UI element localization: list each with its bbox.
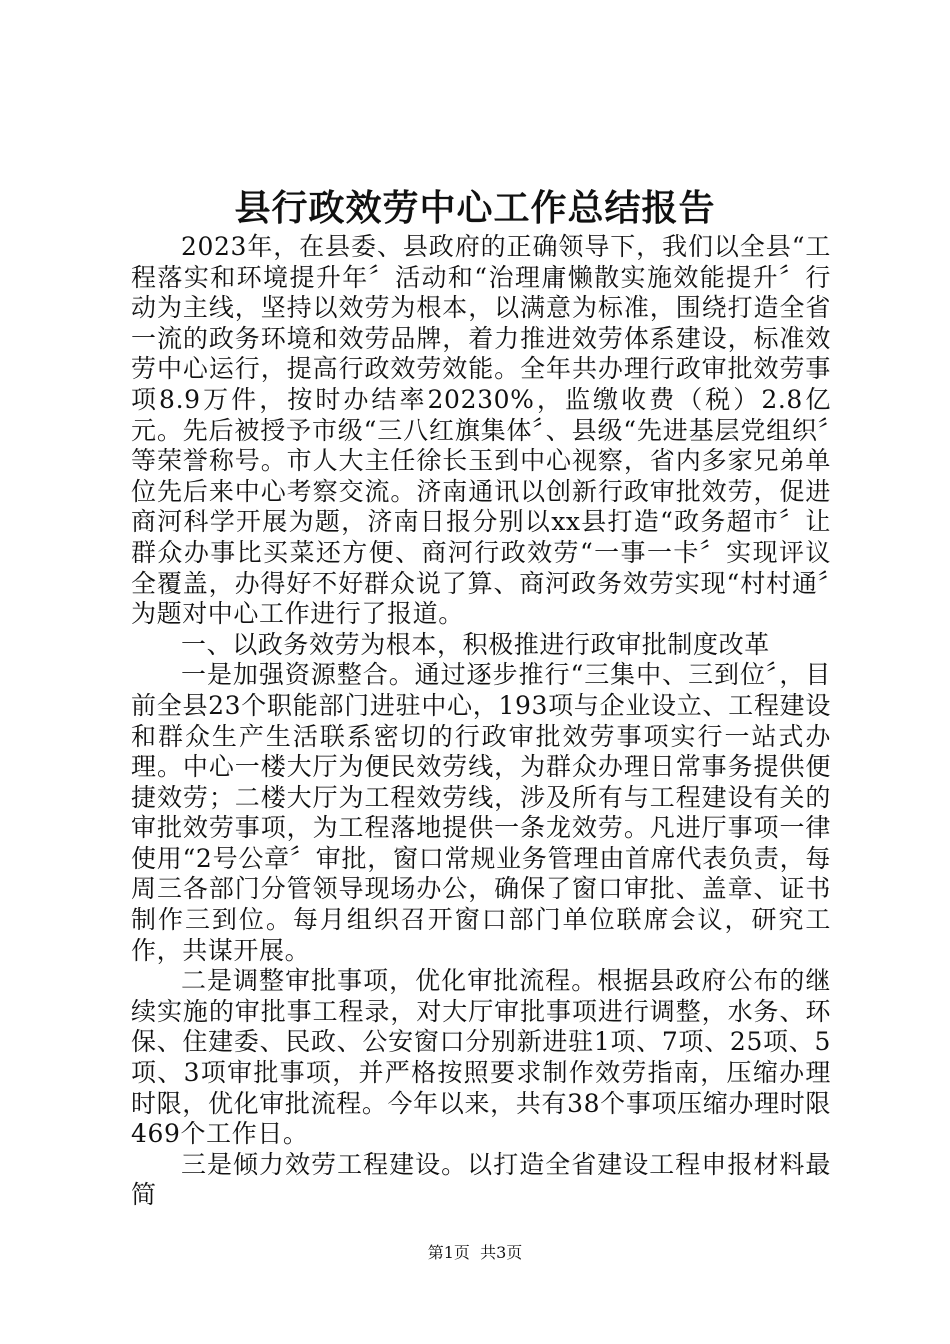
document-title: 县行政效劳中心工作总结报告 — [234, 187, 716, 229]
paragraph-resource-integration: 一是加强资源整合。通过逐步推行“三集中、三到位〞，目前全县23个职能部门进驻中心，193项与企业设立、工程建设和群众生产生活联系密切的行政审批效劳事项实行一站式办理。中心一楼大厅为便民效劳线，为群众办理日常事务提供便捷效劳；二楼大厅为工程效劳线，涉及所有与工程建设有关的审批效劳事项，为工程落地提供一条龙效劳。凡进厅事项一律使用“2号公章〞审批，窗口常规业务管理由首席代表负责，每周三各部门分管领导现场办公，确保了窗口审批、盖章、证书制作三到位。每月组织召开窗口部门单位联席会议，研究工作，共谋开展。 — [131, 660, 831, 965]
page-total: 共3页 — [480, 1243, 523, 1262]
section-heading-1: 一、以政务效劳为根本，积极推进行政审批制度改革 — [181, 629, 770, 659]
paragraph-project-service: 三是倾力效劳工程建设。以打造全省建设工程申报材料最简 — [131, 1149, 831, 1210]
document-body — [131, 232, 831, 1211]
page-footer — [0, 1243, 950, 1263]
page-number: 第1页 — [427, 1243, 470, 1262]
paragraph-approval-adjustment: 二是调整审批事项，优化审批流程。根据县政府公布的继续实施的审批事工程录，对大厅审批事项进行调整，水务、环保、住建委、民政、公安窗口分别新进驻1项、7项、25项、5项、3项审批事项，并严格按照要求制作效劳指南，压缩办理时限，优化审批流程。今年以来，共有38个事项压缩办理时限469个工作日。 — [131, 966, 831, 1149]
paragraph-intro: 2023年，在县委、县政府的正确领导下，我们以全县“工程落实和环境提升年〞活动和“治理庸懒散实施效能提升〞行动为主线，坚持以效劳为根本，以满意为标准，围绕打造全省一流的政务环境和效劳品牌，着力推进效劳体系建设，标准效劳中心运行，提高行政效劳效能。全年共办理行政审批效劳事项8.9万件，按时办结率20230%，监缴收费（税）2.8亿元。先后被授予市级“三八红旗集体〞、县级“先进基层党组织〞等荣誉称号。市人大主任徐长玉到中心视察，省内多家兄弟单位先后来中心考察交流。济南通讯以创新行政审批效劳，促进商河科学开展为题，济南日报分别以xx县打造“政务超市〞让群众办事比买菜还方便、商河行政效劳“一事一卡〞实现评议全覆盖，办得好不好群众说了算、商河政务效劳实现“村村通〞为题对中心工作进行了报道。 — [131, 232, 831, 629]
